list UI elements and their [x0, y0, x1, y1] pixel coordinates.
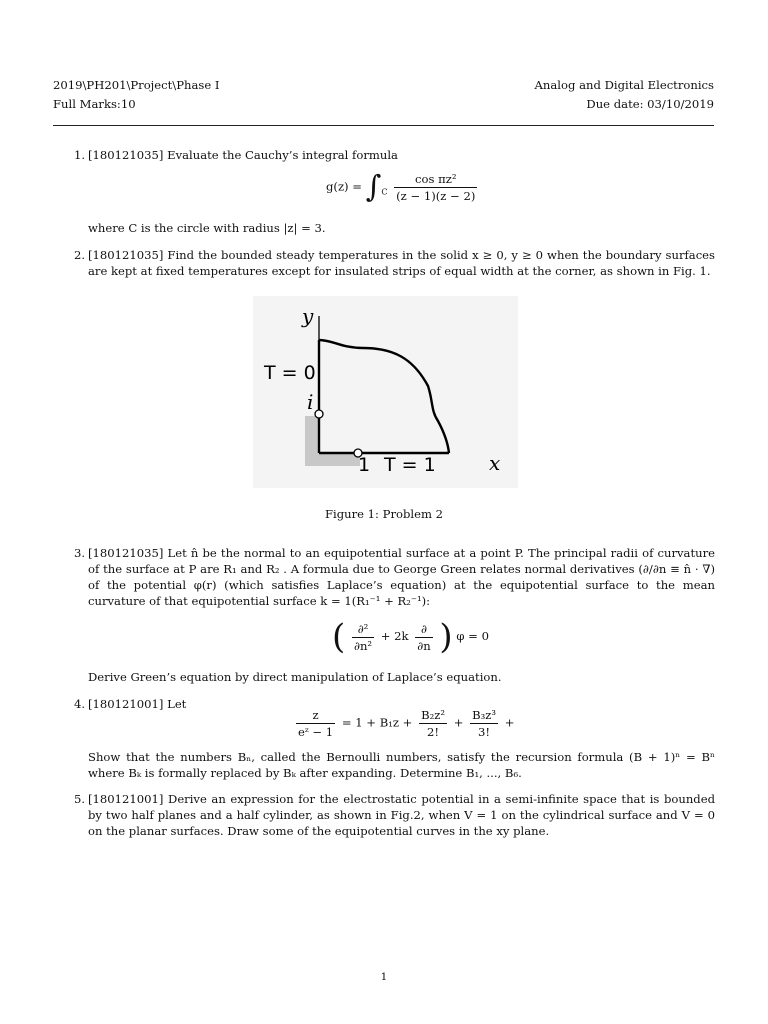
header-subject: Analog and Digital Electronics: [534, 78, 714, 92]
fraction-numerator: ∂²: [352, 622, 374, 638]
fraction-first-derivative: [415, 622, 432, 653]
figure-1-caption: Figure 1: Problem 2: [324, 507, 444, 521]
problem-text: [180121035] Let n̂ be the normal to an equipotential surface at a point P. The principal radii of curvature of the surface at P are R₁ and R₂ . A formula due to George Green relates normal derivatives (∂/∂n ≡ n̂ · ∇) of the potential φ(r) (which satisfies Laplace’s equation) at the equipotential surface to the mean curvature of that equipotential surface k = 1(R₁⁻¹ + R₂⁻¹):: [88, 546, 715, 608]
equation-green: [332, 617, 489, 657]
problem-number: 5.: [73, 792, 85, 806]
fraction-numerator: B₂z²: [421, 708, 446, 722]
fraction-denominator: (z − 1)(z − 2): [396, 189, 476, 203]
label-one: 1: [358, 454, 371, 476]
fraction-numerator: B₃z³: [472, 708, 497, 722]
fraction-b2: [419, 708, 447, 739]
label-t-one: T = 1: [384, 454, 436, 476]
right-paren: ): [439, 617, 453, 657]
integral-sign: ∫: [365, 169, 382, 205]
fraction-denominator: ∂n²: [353, 638, 373, 653]
problem-number: 3.: [73, 546, 85, 560]
fraction-numerator: z: [296, 708, 335, 724]
fraction: [394, 172, 477, 203]
problem-after-text: Derive Green’s equation by direct manipulation of Laplace’s equation.: [88, 670, 502, 684]
problem-number: 1.: [73, 148, 85, 162]
fraction-denominator: 3!: [478, 725, 491, 739]
problem-after-text: where C is the circle with radius |z| = 3.: [88, 221, 326, 235]
fraction-denominator: ∂n: [417, 638, 431, 653]
equation-lhs: g(z) =: [326, 179, 362, 194]
equation-cauchy-integral: [326, 169, 480, 205]
figure-1-diagram: [253, 296, 518, 488]
header-course-path: 2019\PH201\Project\Phase I: [53, 78, 220, 92]
label-y: y: [302, 304, 314, 328]
header-due-date: Due date: 03/10/2019: [586, 97, 714, 111]
header-divider: [53, 125, 714, 126]
header-full-marks: Full Marks:10: [53, 97, 136, 111]
fraction-generating: [296, 708, 335, 739]
fraction-numerator: cos πz²: [394, 172, 477, 188]
equation-mid-term: + 2k: [380, 629, 409, 643]
label-x: x: [489, 451, 501, 475]
problem-number: 2.: [73, 248, 85, 262]
problem-text: [180121035] Evaluate the Cauchy’s integral formula: [88, 148, 398, 162]
equation-rhs: φ = 0: [456, 629, 489, 643]
fraction-denominator: 2!: [427, 725, 440, 739]
problem-number: 4.: [73, 697, 85, 711]
problem-after-text: Show that the numbers Bₙ, called the Bernoulli numbers, satisfy the recursion formula (B + 1)ⁿ = Bⁿ where Bₖ is formally replaced by Bₖ after expanding. Determine B₁, ..., B₆.: [88, 750, 715, 780]
equation-mid-term: = 1 + B₁z +: [341, 715, 413, 730]
label-t-zero: T = 0: [264, 362, 316, 384]
problem-text: [180121035] Find the bounded steady temperatures in the solid x ≥ 0, y ≥ 0 when the boundary surfaces are kept at fixed temperatures except for insulated strips of equal width at the corner, as shown in Fig. 1.: [88, 248, 715, 278]
equation-plus: +: [453, 715, 464, 730]
fraction-b3: [470, 708, 498, 739]
fraction-denominator: eᶻ − 1: [298, 725, 334, 739]
problem-text: [180121001] Let: [88, 697, 187, 711]
fraction-second-derivative: [352, 622, 374, 653]
figure-1: [253, 296, 518, 488]
integral-subscript: C: [381, 187, 388, 197]
equation-bernoulli: [293, 708, 514, 739]
left-paren: (: [332, 617, 346, 657]
fraction-numerator: ∂: [415, 622, 432, 638]
problem-text: [180121001] Derive an expression for the electrostatic potential in a semi-infinite space that is bounded by two half planes and a half cylinder, as shown in Fig.2, when V = 1 on the cylindrical surface and V = 0 on the planar surfaces. Draw some of the equipotential curves in the xy plane.: [88, 792, 715, 838]
page-number: 1: [380, 971, 388, 983]
equation-tail: +: [504, 715, 515, 730]
point-i-marker: [315, 410, 323, 418]
label-i: i: [307, 390, 314, 414]
